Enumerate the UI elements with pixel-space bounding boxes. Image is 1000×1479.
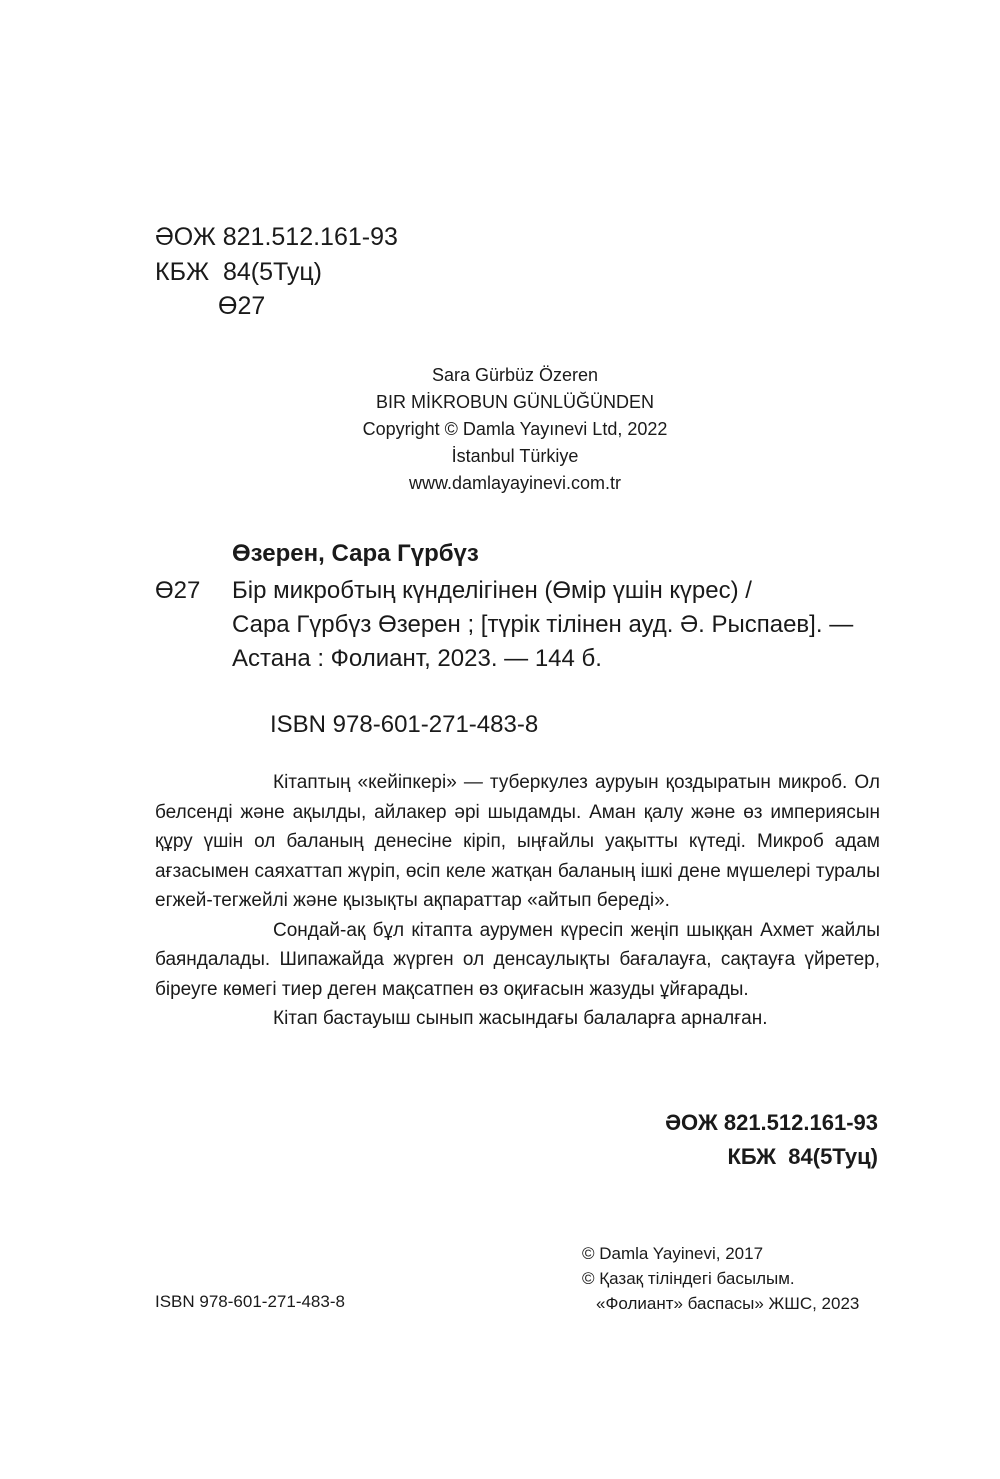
- original-place: İstanbul Türkiye: [451, 446, 579, 466]
- abstract: [155, 768, 880, 1034]
- original-title: BIR MİKROBUN GÜNLÜĞÜNDEN: [375, 392, 655, 412]
- catalog-isbn: ISBN 978-601-271-483-8: [270, 711, 539, 738]
- bottom-codes: [665, 1106, 878, 1174]
- abstract-paragraph: Кітаптың «кейіпкері» — туберкулез ауруын қоздыратын микроб. Ол белсенді және ақылды, айлакер әрі шыдамды. Аман қалу және өз империясын құру үшін ол баланың денесіне кіріп, ыңғайлы уақытты күтеді. Микроб адам ағзасымен саяхаттап жүріп, өсіп келе жатқан баланың ішкі дене мүшелері туралы егжей-тегжейлі және қызықты ақпараттар «айтып береді».: [155, 772, 880, 911]
- catalog-description-line: Астана : Фолиант, 2023. — 144 б.: [232, 645, 602, 672]
- copyright-kazakh: © Қазақ тіліндегі басылым.: [582, 1269, 795, 1288]
- catalog-author-mark: Ө27: [155, 577, 201, 604]
- abstract-paragraph: Кітап бастауыш сынып жасындағы балаларға арналған.: [273, 1008, 768, 1029]
- udc-code-bottom: ӘОЖ 821.512.161-93: [665, 1110, 878, 1135]
- abstract-paragraph: Сондай-ақ бұл кітапта аурумен күресіп жеңіп шыққан Ахмет жайлы баяндалады. Шипажайда жүрген ол денсаулықты бағалауға, сақтауға үйретер, біреуге көмегі тиер деген мақсатпен өз оқиғасын жазуды ұйғарады.: [155, 919, 880, 1000]
- original-copyright: Copyright © Damla Yayınevi Ltd, 2022: [362, 419, 668, 439]
- catalog-description-line: Бір микробтың күнделігінен (Өмір үшін күрес) /: [232, 577, 752, 604]
- footer-isbn: ISBN 978-601-271-483-8: [155, 1292, 345, 1311]
- copyright-original: © Damla Yayinevi, 2017: [582, 1244, 764, 1263]
- publisher-line: «Фолиант» баспасы» ЖШС, 2023: [596, 1294, 860, 1313]
- udc-code-top: ӘОЖ 821.512.161-93: [155, 223, 398, 251]
- original-author: Sara Gürbüz Özeren: [431, 365, 599, 385]
- bbk-code-bottom: КБЖ 84(5Туц): [727, 1144, 878, 1169]
- catalog-description-line: Сара Гүрбүз Өзерен ; [түрік тілінен ауд. Ә. Рыспаев]. —: [232, 611, 854, 638]
- original-website: www.damlayayinevi.com.tr: [408, 473, 622, 493]
- original-edition-block: [0, 362, 1000, 497]
- bbk-code-top: КБЖ 84(5Туц): [155, 258, 322, 286]
- author-mark-top: Ө27: [218, 292, 266, 320]
- catalog-author-heading: Өзерен, Сара Гүрбүз: [232, 540, 479, 567]
